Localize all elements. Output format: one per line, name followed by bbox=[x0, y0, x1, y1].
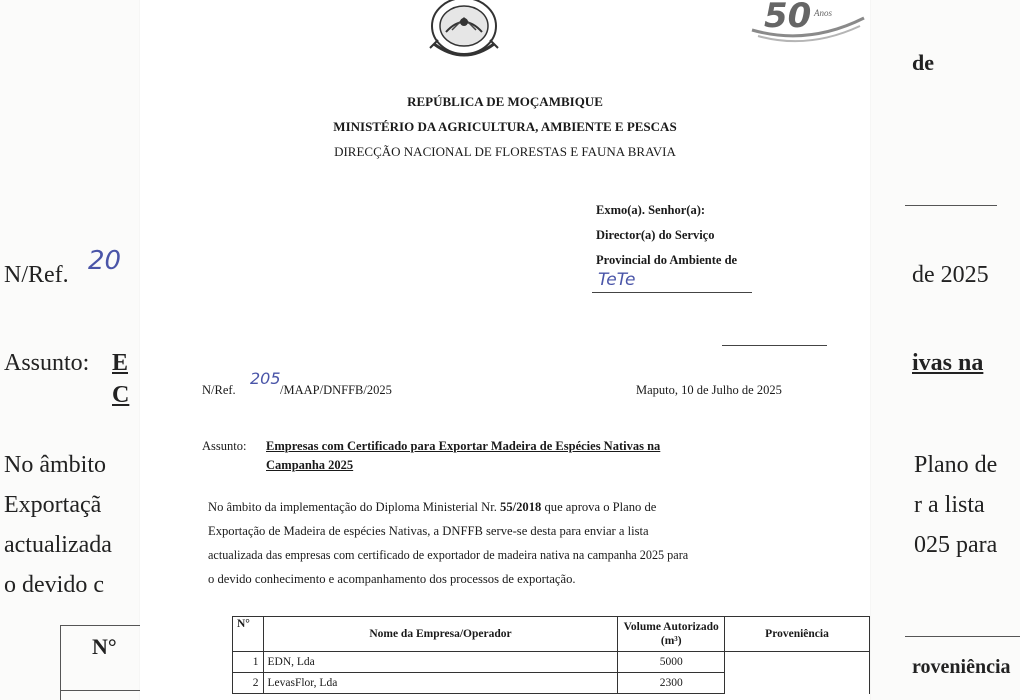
row-company: LevasFlor, Lda bbox=[263, 673, 618, 694]
bg-subject-fragment-1: E bbox=[112, 350, 129, 376]
bg-para-right-2: r a lista bbox=[914, 492, 985, 518]
body-paragraph bbox=[208, 495, 828, 591]
subject-line-1: Empresas com Certificado para Exportar Madeira de Espécies Nativas na bbox=[266, 439, 661, 453]
header-company: Nome da Empresa/Operador bbox=[263, 617, 618, 652]
header-volume: Volume Autorizado (m³) bbox=[618, 617, 725, 652]
row-number: 1 bbox=[233, 652, 264, 673]
paragraph-line-2: Exportação de Madeira de espécies Nativas, a DNFFB serve-se desta para enviar a lista bbox=[208, 524, 649, 538]
directorate-heading: DIRECÇÃO NACIONAL DE FLORESTAS E FAUNA BRAVIA bbox=[334, 144, 676, 159]
bg-para-right-1: Plano de bbox=[914, 452, 998, 478]
paragraph-line-1 bbox=[208, 495, 828, 519]
bg-table-top-right bbox=[905, 636, 1020, 637]
bg-para-left-2: Exportaçã bbox=[4, 492, 102, 518]
ref-suffix: /MAAP/DNFFB/2025 bbox=[280, 383, 392, 397]
header-provenance: Proveniência bbox=[725, 617, 870, 652]
row-volume: 2300 bbox=[618, 673, 725, 694]
bg-table-left-border bbox=[60, 625, 61, 700]
header-number: N° bbox=[233, 617, 264, 652]
bg-ref-prefix: N/Ref. bbox=[4, 262, 69, 288]
subject-label: Assunto: bbox=[202, 439, 247, 453]
bg-subject-label: Assunto: bbox=[4, 350, 90, 376]
row-company: EDN, Lda bbox=[263, 652, 618, 673]
bg-ref-handwritten: 20 bbox=[88, 246, 122, 276]
addressee-extra-underline bbox=[722, 345, 827, 346]
addressee-line-1: Exmo(a). Senhor(a): bbox=[596, 203, 706, 217]
bg-para-left-3: actualizada bbox=[4, 532, 112, 558]
anniversary-number: 50 bbox=[764, 0, 812, 36]
companies-table bbox=[232, 616, 870, 694]
bg-para-right-3: 025 para bbox=[914, 532, 998, 558]
paragraph-line-4: o devido conhecimento e acompanhamento dos processos de exportação. bbox=[208, 572, 576, 586]
bg-table-top-left bbox=[60, 625, 140, 626]
anniversary-years: Anos bbox=[814, 8, 832, 18]
place-date: Maputo, 10 de Julho de 2025 bbox=[636, 383, 782, 397]
ref-prefix: N/Ref. bbox=[202, 383, 236, 397]
addressee-line-3: Provincial do Ambiente de bbox=[596, 253, 738, 267]
paragraph-text: No âmbito da implementação do Diploma Ministerial Nr. bbox=[208, 500, 501, 514]
addressee-province-handwritten: TeTe bbox=[598, 270, 636, 290]
table-header-row bbox=[233, 617, 870, 652]
paragraph-line-3: actualizada das empresas com certificado de exportador de madeira nativa na campanha 2025 para bbox=[208, 548, 689, 562]
ref-number-handwritten: 205 bbox=[250, 369, 281, 388]
bg-para-left-1: No âmbito bbox=[4, 452, 106, 478]
addressee-province-underline bbox=[592, 292, 752, 293]
row-provenance bbox=[725, 652, 870, 694]
row-number: 2 bbox=[233, 673, 264, 694]
bg-addressee-fragment: de bbox=[912, 50, 934, 75]
bg-table-row-line bbox=[60, 690, 140, 691]
paragraph-text: que aprova o Plano de bbox=[541, 500, 657, 514]
anniversary-logo bbox=[748, 0, 868, 48]
document-page bbox=[140, 0, 870, 700]
bg-para-left-4: o devido c bbox=[4, 572, 104, 598]
subject-line-2: Campanha 2025 bbox=[266, 458, 354, 472]
national-emblem-icon bbox=[424, 0, 504, 62]
republic-heading: REPÚBLICA DE MOÇAMBIQUE bbox=[407, 94, 603, 109]
bg-subject-right-fragment: ivas na bbox=[912, 350, 984, 376]
bg-table-header-provenance: roveniência bbox=[912, 656, 1011, 678]
bg-table-header-number: N° bbox=[92, 634, 117, 659]
row-volume: 5000 bbox=[618, 652, 725, 673]
diploma-number: 55/2018 bbox=[500, 500, 542, 514]
ministry-heading: MINISTÉRIO DA AGRICULTURA, AMBIENTE E PESCAS bbox=[333, 119, 677, 134]
bg-date-fragment: de 2025 bbox=[912, 262, 989, 288]
table-row bbox=[233, 652, 870, 673]
addressee-line-2: Director(a) do Serviço bbox=[596, 228, 715, 242]
bg-divider bbox=[905, 205, 997, 206]
bg-subject-fragment-2: C bbox=[112, 382, 130, 408]
